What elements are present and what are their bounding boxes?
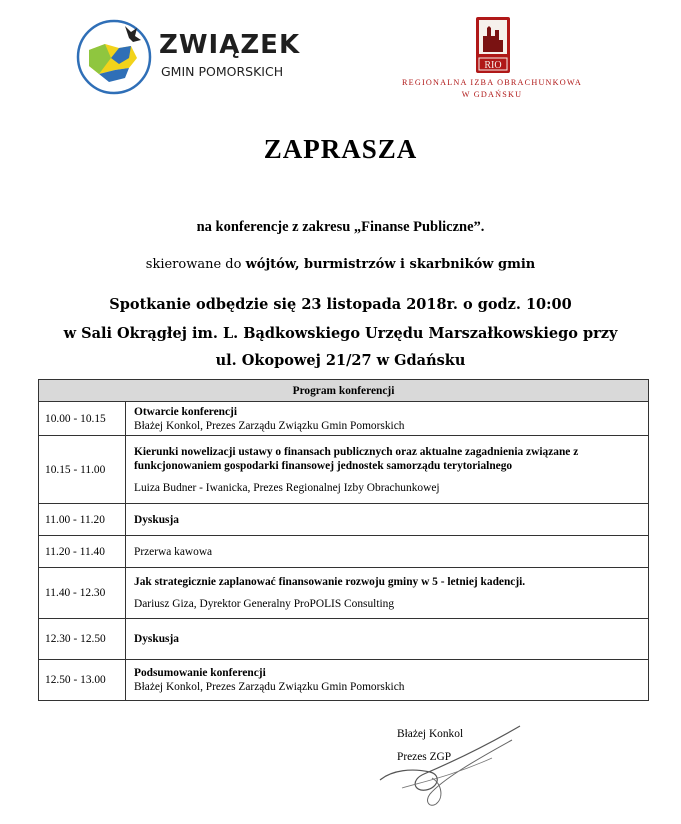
zgp-emblem-icon <box>75 18 153 96</box>
session-desc <box>126 504 649 536</box>
session-title: Jak strategicznie zaplanować finansowanie rozwoju gminy w 5 - letniej kadencji. <box>134 576 526 588</box>
invitation-line-audience <box>0 257 681 272</box>
session-speaker: Luiza Budner - Iwanicka, Prezes Regionalnej Izby Obrachunkowej <box>134 481 440 494</box>
signatory-name: Błażej Konkol <box>397 728 464 740</box>
session-desc <box>126 402 649 436</box>
session-speaker: Błażej Konkol, Prezes Zarządu Związku Gmin Pomorskich <box>134 419 405 432</box>
session-time: 11.20 - 11.40 <box>39 536 126 568</box>
zgp-logo <box>75 18 301 98</box>
rio-city: W GDAŃSKU <box>461 90 523 99</box>
session-desc <box>126 436 649 504</box>
audience-prefix: skierowane do <box>145 257 246 272</box>
session-desc <box>126 619 649 660</box>
session-title: Dyskusja <box>134 633 179 645</box>
session-speaker: Błażej Konkol, Prezes Zarządu Związku Gmin Pomorskich <box>134 681 405 693</box>
session-title: Kierunki nowelizacji ustawy o finansach publicznych oraz aktualne zagadnienia związane z funkcjonowaniem gospodarki finansowej jednostek samorządu terytorialnego <box>134 445 579 472</box>
session-title: Dyskusja <box>134 513 179 526</box>
table-row <box>39 436 649 504</box>
table-row <box>39 660 649 701</box>
program-table <box>38 379 649 701</box>
signatory-role: Prezes ZGP <box>397 751 452 763</box>
invitation-line-venue: w Sali Okrągłej im. L. Bądkowskiego Urzędu Marszałkowskiego przy <box>63 325 618 342</box>
session-desc <box>126 568 649 619</box>
session-time: 10.15 - 11.00 <box>39 436 126 504</box>
zgp-subname: GMIN POMORSKICH <box>161 64 284 79</box>
session-speaker: Dariusz Giza, Dyrektor Generalny ProPOLIS Consulting <box>134 598 395 610</box>
session-time: 11.00 - 11.20 <box>39 504 126 536</box>
invitation-line-address: ul. Okopowej 21/27 w Gdańsku <box>215 352 466 369</box>
rio-logo <box>388 12 596 102</box>
table-row <box>39 402 649 436</box>
session-title: Podsumowanie konferencji <box>134 667 266 679</box>
session-time: 12.30 - 12.50 <box>39 619 126 660</box>
session-time: 11.40 - 12.30 <box>39 568 126 619</box>
invitation-line-date: Spotkanie odbędzie się 23 listopada 2018r. o godz. 10:00 <box>109 296 572 313</box>
table-row <box>39 536 649 568</box>
program-header: Program konferencji <box>39 380 649 402</box>
zgp-name: ZWIĄZEK <box>159 30 301 60</box>
session-desc <box>126 536 649 568</box>
session-title: Otwarcie konferencji <box>134 405 238 418</box>
session-time: 12.50 - 13.00 <box>39 660 126 701</box>
table-row <box>39 568 649 619</box>
rio-emblem-icon <box>475 16 511 74</box>
rio-emblem-text: RIO <box>484 60 502 71</box>
session-desc <box>126 660 649 701</box>
rio-name: REGIONALNA IZBA OBRACHUNKOWA <box>401 78 583 87</box>
table-row <box>39 504 649 536</box>
program-header-row <box>39 380 649 402</box>
session-time: 10.00 - 10.15 <box>39 402 126 436</box>
page-heading: ZAPRASZA <box>263 134 418 164</box>
audience-bold: wójtów, burmistrzów i skarbników gmin <box>245 257 536 272</box>
session-title: Przerwa kawowa <box>134 545 213 558</box>
table-row <box>39 619 649 660</box>
invitation-line-topic: na konferencje z zakresu „Finanse Publiczne”. <box>196 219 485 235</box>
